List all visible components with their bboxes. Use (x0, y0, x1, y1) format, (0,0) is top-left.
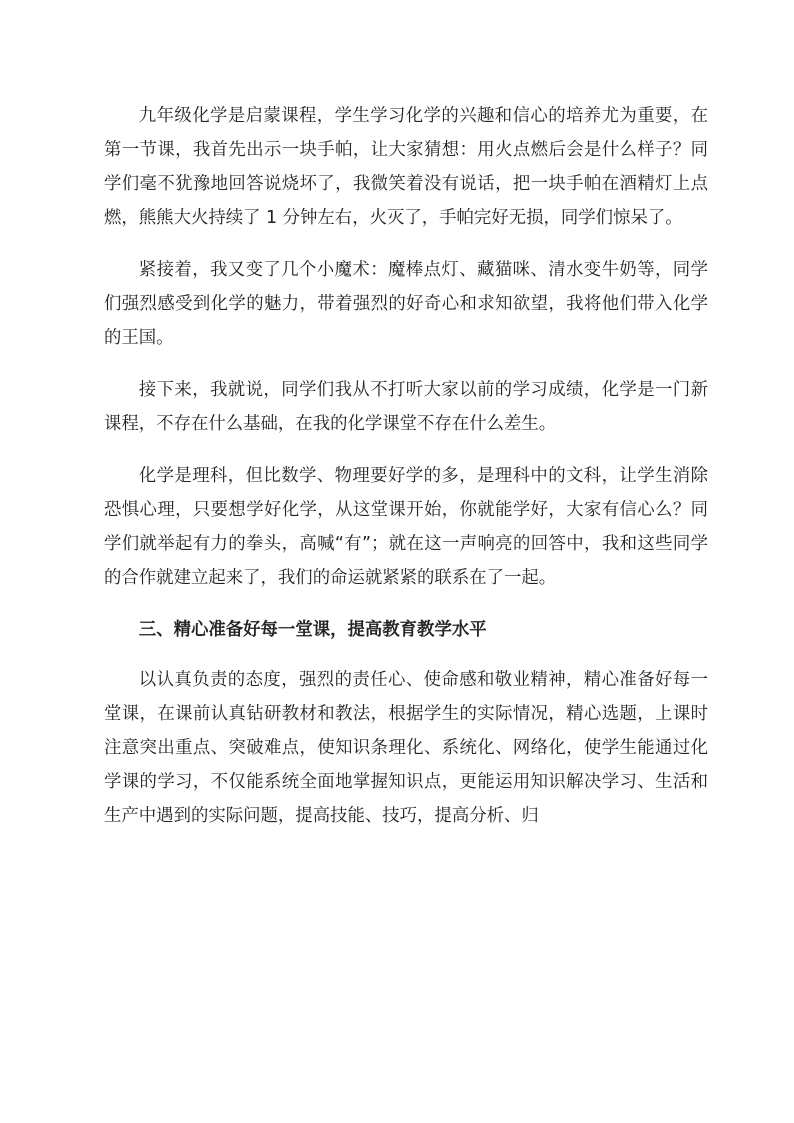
paragraph-3: 接下来，我就说，同学们我从不打听大家以前的学习成绩，化学是一门新课程，不存在什么基础，在我的化学课堂不存在什么差生。 (104, 380, 708, 434)
paragraph-4: 化学是理科，但比数学、物理要好学的多，是理科中的文科，让学生消除恐惧心理，只要想学好化学，从这堂课开始，你就能学好，大家有信心么？同学们就举起有力的拳头，高喊“有”；就在这一声响亮的回答中，我和这些同学的合作就建立起来了，我们的命运就紧紧的联系在了一起。 (104, 466, 708, 588)
section-heading: 三、精心准备好每一堂课，提高教育教学水平 (138, 620, 487, 640)
paragraph-1: 九年级化学是启蒙课程，学生学习化学的兴趣和信心的培养尤为重要，在第一节课，我首先出示一块手帕，让大家猜想：用火点燃后会是什么样子？同学们毫不犹豫地回答说烧坏了，我微笑着没有说话，把一块手帕在酒精灯上点燃，熊熊大火持续了 1 分钟左右，火灭了，手帕完好无损，同学们惊呆了。 (104, 106, 708, 228)
document-body (104, 99, 708, 851)
paragraph-5: 以认真负责的态度，强烈的责任心、使命感和敬业精神，精心准备好每一堂课，在课前认真钻研教材和教法，根据学生的实际情况，精心选题，上课时注意突出重点、突破难点，使知识条理化、系统化、网络化，使学生能通过化学课的学习，不仅能系统全面地掌握知识点，更能运用知识解决学习、生活和生产中遇到的实际问题，提高技能、技巧，提高分析、归 (104, 670, 708, 826)
paragraph-2: 紧接着，我又变了几个小魔术：魔棒点灯、藏猫咪、清水变牛奶等，同学们强烈感受到化学的魅力，带着强烈的好奇心和求知欲望，我将他们带入化学的王国。 (104, 260, 708, 348)
